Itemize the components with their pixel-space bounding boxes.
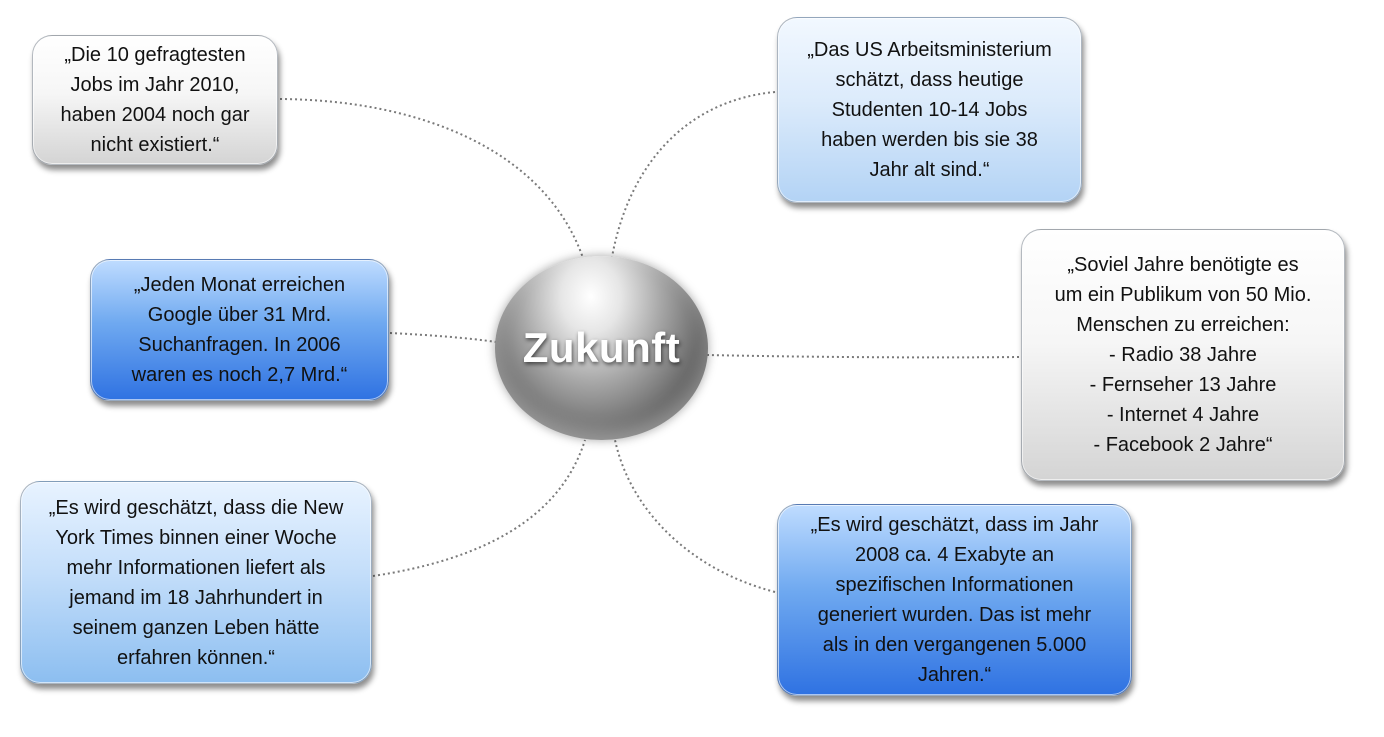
node-us-ministry-text: „Das US Arbeitsministerium schätzt, dass heutige Studenten 10-14 Jobs haben werden bis sie 38 Jahr alt sind.“ bbox=[807, 39, 1052, 181]
node-exabyte bbox=[777, 504, 1132, 696]
connector-exabyte bbox=[615, 440, 775, 592]
center-label: Zukunft bbox=[522, 324, 681, 371]
node-google-text: „Jeden Monat erreichen Google über 31 Mrd. Suchanfragen. In 2006 waren es noch 2,7 Mrd.“ bbox=[131, 274, 348, 386]
node-jobs-2010 bbox=[32, 35, 278, 165]
node-jobs-2010-text: „Die 10 gefragtesten Jobs im Jahr 2010, haben 2004 noch gar nicht existiert.“ bbox=[60, 44, 250, 156]
center-node bbox=[495, 256, 708, 440]
node-nyt-text: „Es wird geschätzt, dass die New York Times binnen einer Woche mehr Informationen liefert als jemand im 18 Jahrhundert in seinem ganzen Leben hätte erfahren können.“ bbox=[48, 496, 344, 669]
node-audience-text: „Soviel Jahre benötigte es um ein Publikum von 50 Mio. Menschen zu erreichen: - Radio 38 Jahre - Fernseher 13 Jahre - Internet 4 Jahre - Facebook 2 Jahre“ bbox=[1054, 254, 1312, 456]
node-google bbox=[90, 259, 389, 401]
connector-us-ministry bbox=[612, 92, 775, 257]
node-nyt bbox=[20, 481, 372, 684]
connector-jobs-2010 bbox=[280, 99, 583, 258]
connector-google bbox=[390, 333, 496, 342]
node-us-ministry bbox=[777, 17, 1082, 203]
node-audience bbox=[1021, 229, 1345, 481]
connector-nyt bbox=[373, 440, 585, 576]
connector-audience bbox=[707, 355, 1020, 357]
node-exabyte-text: „Es wird geschätzt, dass im Jahr 2008 ca. 4 Exabyte an spezifischen Informationen generiert wurden. Das ist mehr als in den vergangenen 5.000 Jahren.“ bbox=[810, 514, 1099, 686]
